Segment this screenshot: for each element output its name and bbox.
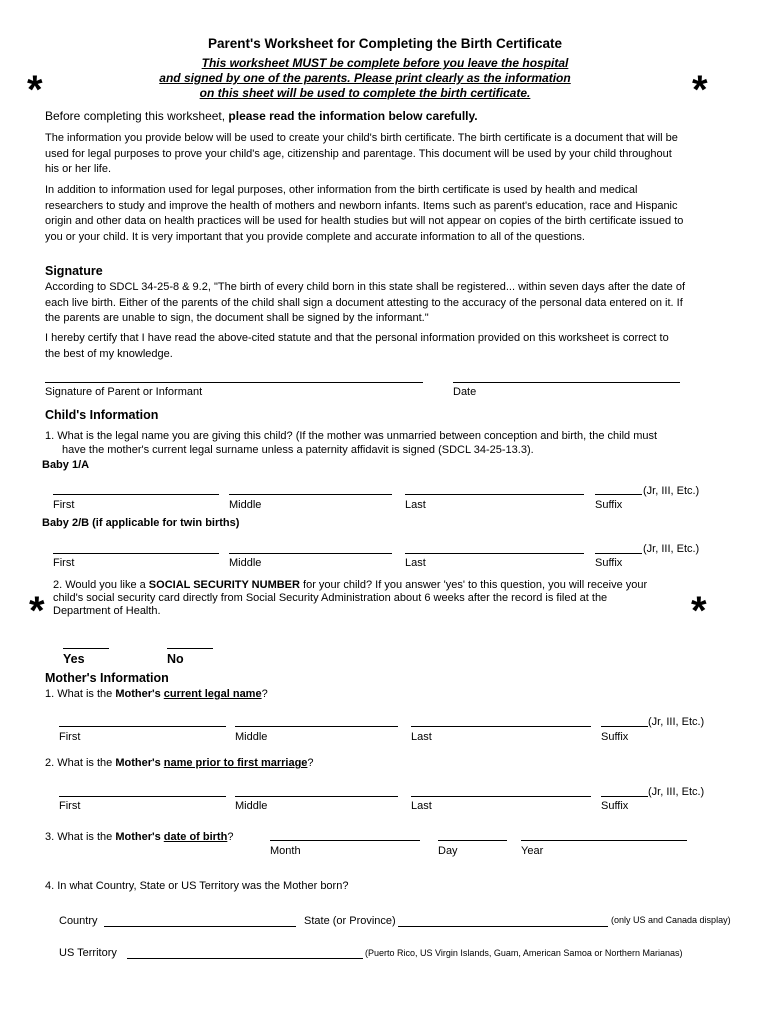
ssn-no-field[interactable] [167, 648, 213, 649]
ssn-q-bold: SOCIAL SECURITY NUMBER [148, 579, 300, 591]
mother-q1-pre: 1. What is the [45, 688, 116, 700]
intro-paragraph-2: In addition to information used for legal purposes, other information from the birth certificate is used by health and medical researchers to study and improve the health of mothers and newborn infants. Items such as parent's education, race and Hispanic origin and other data on health practices will be used for health studies but will not appear on copies of the birth certificate issued to you or your child. It is very important that you provide complete and accurate information to all of the questions. [45, 184, 684, 243]
mother-q3 [45, 831, 233, 843]
mother-birth-territory-field[interactable] [127, 958, 363, 959]
ssn-q-pre: 2. Would you like a [53, 579, 149, 591]
mother-dob-day-label: Day [438, 845, 458, 857]
mother-q3-bold: Mother's [115, 831, 164, 843]
mother-birth-country-field[interactable] [104, 926, 296, 927]
baby-2-suffix-note: (Jr, III, Etc.) [643, 543, 700, 555]
state-note: (only US and Canada display) [611, 915, 731, 925]
mother-current-first-field[interactable] [59, 726, 226, 727]
date-field[interactable] [453, 382, 680, 383]
mother-current-last-label: Last [411, 731, 432, 743]
baby-1-last-label: Last [405, 499, 426, 511]
ssn-no-label: No [167, 652, 184, 666]
mother-q3-post: ? [227, 831, 234, 843]
mother-maiden-first-field[interactable] [59, 796, 226, 797]
mother-maiden-suffix-label: Suffix [601, 800, 629, 812]
signature-field[interactable] [45, 382, 423, 383]
mother-maiden-last-field[interactable] [411, 796, 591, 797]
mother-current-first-label: First [59, 731, 81, 743]
mother-q1-post: ? [261, 688, 268, 700]
child-q1-line-1: 1. What is the legal name you are giving this child? (If the mother was unmarried between conception and birth, the child must [45, 430, 658, 442]
instruction-line-2: and signed by one of the parents. Please print clearly as the information [159, 71, 571, 85]
mother-current-middle-label: Middle [235, 731, 268, 743]
mother-q4: 4. In what Country, State or US Territory was the Mother born? [45, 880, 349, 892]
baby-2-middle-name-field[interactable] [229, 553, 392, 554]
mother-maiden-suffix-field[interactable] [601, 796, 648, 797]
mother-dob-year-label: Year [521, 845, 544, 857]
mother-q3-underlined: date of birth [163, 831, 228, 843]
mother-current-suffix-note: (Jr, III, Etc.) [648, 716, 705, 728]
baby-2-first-name-field[interactable] [53, 553, 219, 554]
baby-2-middle-label: Middle [229, 557, 262, 569]
mother-q2-bold: Mother's [115, 757, 164, 769]
ssn-yes-label: Yes [63, 652, 85, 666]
mother-current-suffix-label: Suffix [601, 731, 629, 743]
baby-1-first-label: First [53, 499, 75, 511]
baby-1-first-name-field[interactable] [53, 494, 219, 495]
territory-note: (Puerto Rico, US Virgin Islands, Guam, American Samoa or Northern Marianas) [365, 948, 683, 958]
baby-1-suffix-field[interactable] [595, 494, 642, 495]
intro-lead-bold: please read the information below carefully. [228, 109, 478, 123]
instruction-line-1: This worksheet MUST be complete before you leave the hospital [201, 56, 569, 70]
page-title: Parent's Worksheet for Completing the Birth Certificate [207, 36, 563, 51]
asterisk-mark-top-right: * [692, 68, 708, 112]
mother-q2-pre: 2. What is the [45, 757, 116, 769]
mother-current-last-field[interactable] [411, 726, 591, 727]
baby-2-suffix-label: Suffix [595, 557, 623, 569]
mother-dob-year-field[interactable] [521, 840, 687, 841]
baby-1-middle-name-field[interactable] [229, 494, 392, 495]
us-territory-label: US Territory [59, 947, 117, 959]
ssn-q-post: for your child? If you answer 'yes' to this question, you will receive your [299, 579, 648, 591]
mother-maiden-middle-label: Middle [235, 800, 268, 812]
baby-1-suffix-note: (Jr, III, Etc.) [643, 485, 700, 497]
mother-maiden-middle-field[interactable] [235, 796, 398, 797]
intro-lead [45, 109, 478, 123]
ssn-question-line-1 [53, 579, 647, 591]
signature-statute-text: According to SDCL 34-25-8 & 9.2, "The birth of every child born in this state shall be registered... within seven days after the date of each live birth. Either of the parents of the child shall sign a document attesting to the accuracy of the personal data entered on it. If the parents are unable to sign, the document shall be signed by the informant." [45, 281, 686, 324]
intro-paragraph-1: The information you provide below will be used to create your child's birth certificate. The birth certificate is a document that will be used for legal purposes to prove your child's age, citizenship and parentage. This document will be used by your child throughout his or her life. [45, 132, 678, 175]
baby-1-last-name-field[interactable] [405, 494, 584, 495]
mother-q2-underlined: name prior to first marriage [163, 757, 308, 769]
instruction-line-3: on this sheet will be used to complete the birth certificate. [199, 86, 531, 100]
asterisk-mark-mid-left: * [29, 589, 45, 633]
mother-q1-bold: Mother's [115, 688, 164, 700]
mother-current-suffix-field[interactable] [601, 726, 648, 727]
baby-2-first-label: First [53, 557, 75, 569]
signature-heading: Signature [45, 264, 103, 278]
ssn-yes-field[interactable] [63, 648, 109, 649]
baby-2-last-name-field[interactable] [405, 553, 584, 554]
country-label: Country [59, 915, 98, 927]
mother-q2-post: ? [307, 757, 314, 769]
baby-1-suffix-label: Suffix [595, 499, 623, 511]
mother-q3-pre: 3. What is the [45, 831, 116, 843]
child-info-heading: Child's Information [45, 408, 159, 422]
mother-dob-month-field[interactable] [270, 840, 420, 841]
baby-2-suffix-field[interactable] [595, 553, 642, 554]
baby-2-last-label: Last [405, 557, 426, 569]
intro-lead-text: Before completing this worksheet, [45, 109, 229, 123]
mother-info-heading: Mother's Information [45, 671, 169, 685]
mother-current-middle-field[interactable] [235, 726, 398, 727]
mother-maiden-last-label: Last [411, 800, 432, 812]
date-label: Date [453, 386, 477, 398]
mother-dob-month-label: Month [270, 845, 301, 857]
mother-q1-underlined: current legal name [163, 688, 262, 700]
baby-2-label: Baby 2/B (if applicable for twin births) [42, 517, 240, 529]
ssn-question-line-3: Department of Health. [53, 605, 161, 617]
state-label: State (or Province) [304, 915, 396, 927]
mother-q2 [45, 757, 314, 769]
mother-dob-day-field[interactable] [438, 840, 507, 841]
asterisk-mark-mid-right: * [691, 589, 707, 633]
mother-birth-state-field[interactable] [398, 926, 608, 927]
asterisk-mark-top-left: * [27, 68, 43, 112]
mother-maiden-suffix-note: (Jr, III, Etc.) [648, 786, 705, 798]
mother-q1 [45, 688, 268, 700]
certification-text: I hereby certify that I have read the above-cited statute and that the personal information provided on this worksheet is correct to the best of my knowledge. [45, 332, 669, 360]
baby-1-label: Baby 1/A [42, 459, 90, 471]
baby-1-middle-label: Middle [229, 499, 262, 511]
signature-label: Signature of Parent or Informant [45, 386, 203, 398]
mother-maiden-first-label: First [59, 800, 81, 812]
child-q1-line-2: have the mother's current legal surname unless a paternity affidavit is signed (SDCL 34-25-13.3). [62, 444, 534, 456]
ssn-question-line-2: child's social security card directly from Social Security Administration about 6 weeks after the record is filed at the [53, 592, 608, 604]
